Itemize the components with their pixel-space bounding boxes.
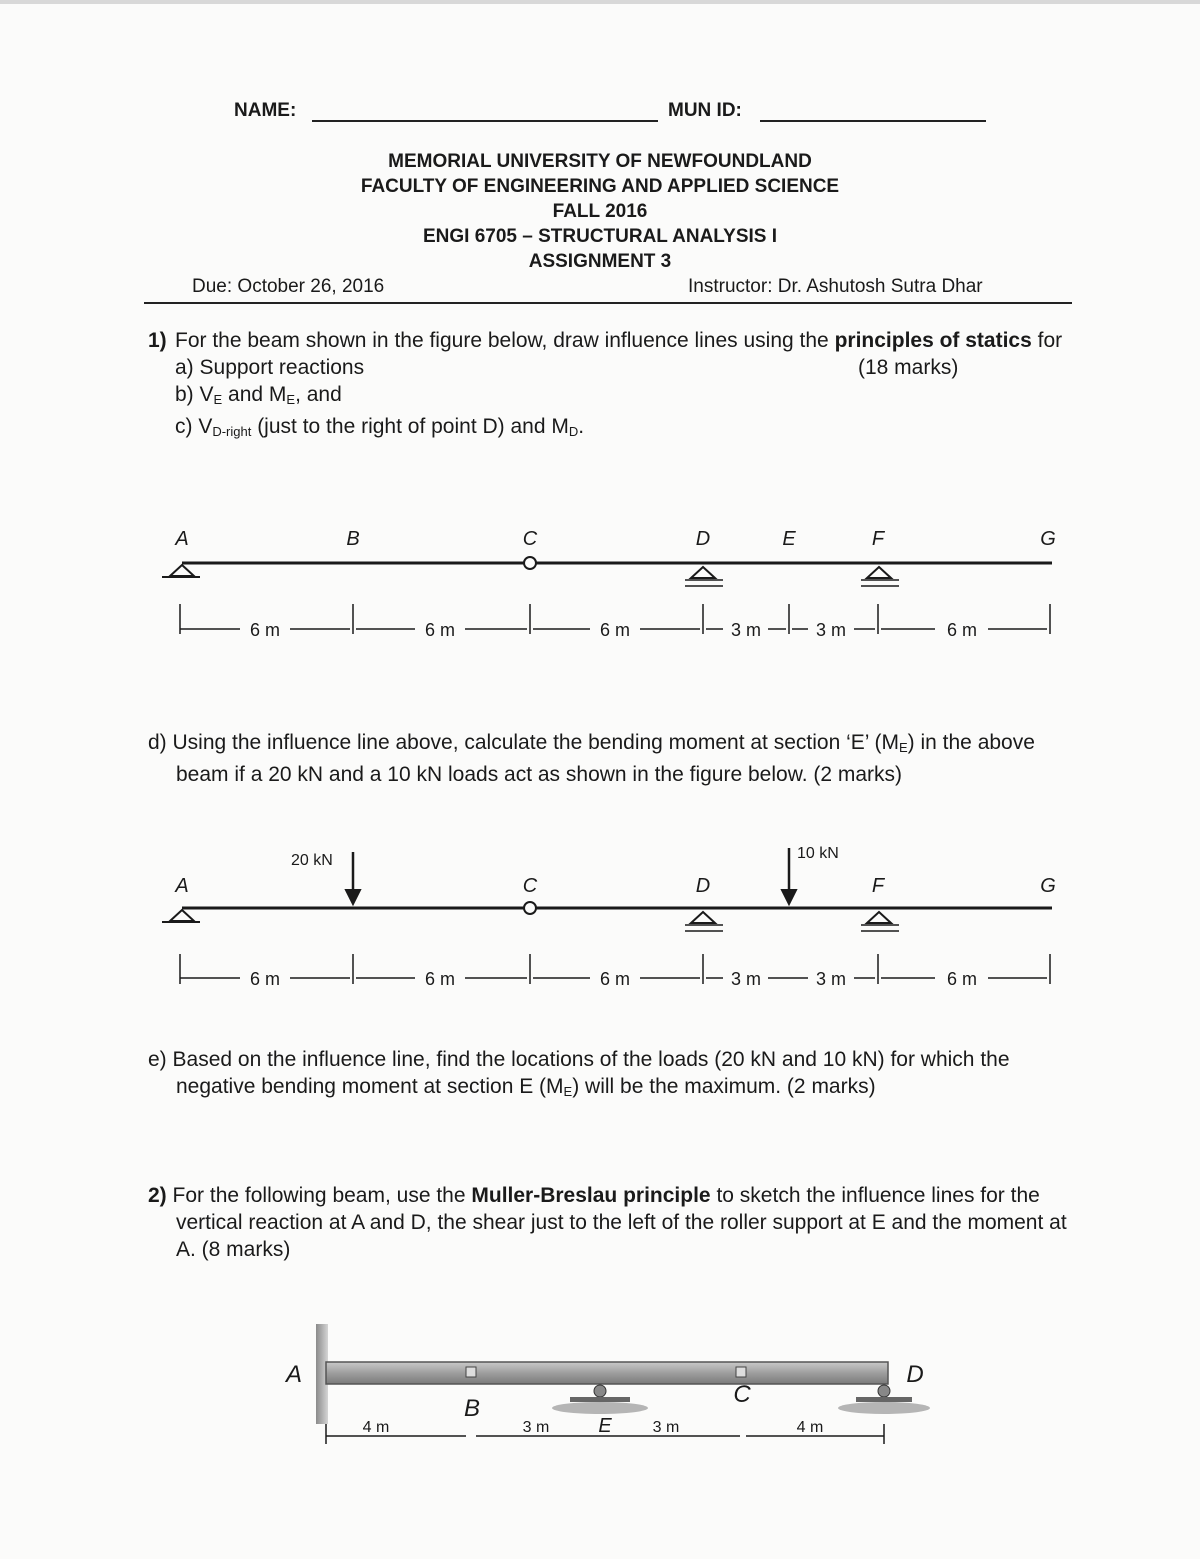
hinge-c [524, 557, 536, 569]
dim3-4: 4 m [796, 1419, 824, 1436]
label-c: C [522, 528, 538, 550]
beam-figure-2 [140, 838, 1080, 988]
term: FALL 2016 [552, 201, 648, 222]
roller-e [594, 1385, 606, 1397]
label-b-3: B [463, 1395, 481, 1422]
label-f-2: F [871, 875, 885, 897]
dim2-4: 3 m [730, 969, 762, 988]
part-b: b) $V_E$ and $M_E$, and [175, 383, 342, 407]
assignment-title: ASSIGNMENT 3 [528, 251, 672, 272]
label-a-2: A [175, 875, 189, 897]
label-g-2: G [1040, 875, 1056, 897]
mun-id-blank [760, 120, 986, 122]
dim2-3: 6 m [599, 969, 631, 988]
part-c: c) $V_{D-right}$ (just to the right of point D) and $M_D$. [175, 415, 585, 439]
support-f-2 [867, 912, 891, 923]
dim-2: 6 m [424, 620, 456, 640]
load-10kn-label: 10 kN [797, 845, 839, 862]
dim3-3: 3 m [652, 1419, 680, 1436]
question-1 [148, 327, 1068, 445]
beam-figure-3 [270, 1320, 950, 1450]
name-blank [312, 120, 658, 122]
dim3-2: 3 m [522, 1419, 550, 1436]
label-e-3: E [598, 1415, 612, 1437]
question-1-text-b: for [1037, 329, 1063, 352]
label-c-3: C [733, 1381, 751, 1408]
label-a: A [175, 528, 189, 550]
dim-6: 6 m [946, 620, 978, 640]
due-date: Due: October 26, 2016 [192, 276, 385, 297]
mun-id-label: MUN ID: [668, 100, 742, 121]
roller-d [878, 1385, 890, 1397]
dim2-5: 3 m [815, 969, 847, 988]
support-d-2 [691, 912, 715, 923]
hinge-c-2 [524, 902, 536, 914]
hinge-b [466, 1367, 476, 1377]
question-2-bold: Muller-Breslau principle [471, 1184, 711, 1207]
label-e: E [782, 528, 796, 550]
faculty-title: FACULTY OF ENGINEERING AND APPLIED SCIENCE [360, 176, 840, 197]
dim-1: 6 m [249, 620, 281, 640]
support-f [867, 567, 891, 578]
name-label: NAME: [234, 100, 297, 121]
part-d: d) Using the influence line above, calculate the bending moment at section ‘E’ $(M_E)$ in the above beam if a 20 kN and a 10 kN loads act as shown in the figure below. (2 marks) [148, 731, 1035, 786]
header-rule [144, 302, 1072, 304]
hinge-c-3 [736, 1367, 746, 1377]
dim2-6: 6 m [946, 969, 978, 988]
dim3-1: 4 m [362, 1419, 390, 1436]
dim2-1: 6 m [249, 969, 281, 988]
dim-5: 3 m [815, 620, 847, 640]
question-1-text-a: For the beam shown in the figure below, draw influence lines using the [175, 329, 829, 352]
label-a-3: A [285, 1361, 303, 1388]
support-d [691, 567, 715, 578]
instructor: Instructor: Dr. Ashutosh Sutra Dhar [688, 276, 983, 297]
label-d-3: D [906, 1361, 924, 1388]
scan-top-edge [0, 0, 1200, 4]
support-a [170, 565, 194, 576]
label-c-2: C [522, 875, 538, 897]
dim-3: 6 m [599, 620, 631, 640]
label-f: F [871, 528, 885, 550]
label-b: B [346, 528, 360, 550]
question-2-number: 2) [148, 1184, 167, 1207]
label-d-2: D [695, 875, 711, 897]
part-e: e) Based on the influence line, find the locations of the loads (20 kN and 10 kN) for which the negative bending moment at section E $(M_E)$ will be the maximum. (2 marks) [148, 1048, 1010, 1099]
support-a-2 [170, 910, 194, 921]
label-d: D [695, 528, 711, 550]
beam-3 [326, 1362, 888, 1384]
university-title: MEMORIAL UNIVERSITY OF NEWFOUNDLAND [388, 151, 812, 172]
question-1-bold: principles of statics [834, 329, 1032, 352]
question-1-marks: (18 marks) [858, 356, 959, 379]
question-2: 2) For the following beam, use the Muller-Breslau principle to sketch the influence lines for the vertical reaction at A and D, the shear just to the left of the roller support at E and the moment at A. (8 marks) [148, 1184, 1067, 1261]
beam-figure-1 [140, 520, 1080, 650]
dim-4: 3 m [730, 620, 762, 640]
part-a: a) Support reactions [175, 356, 365, 379]
label-g: G [1040, 528, 1056, 550]
question-1-number: 1) [148, 329, 167, 352]
course-title: ENGI 6705 – STRUCTURAL ANALYSIS I [422, 226, 778, 247]
load-20kn-label: 20 kN [291, 852, 333, 869]
dim2-2: 6 m [424, 969, 456, 988]
